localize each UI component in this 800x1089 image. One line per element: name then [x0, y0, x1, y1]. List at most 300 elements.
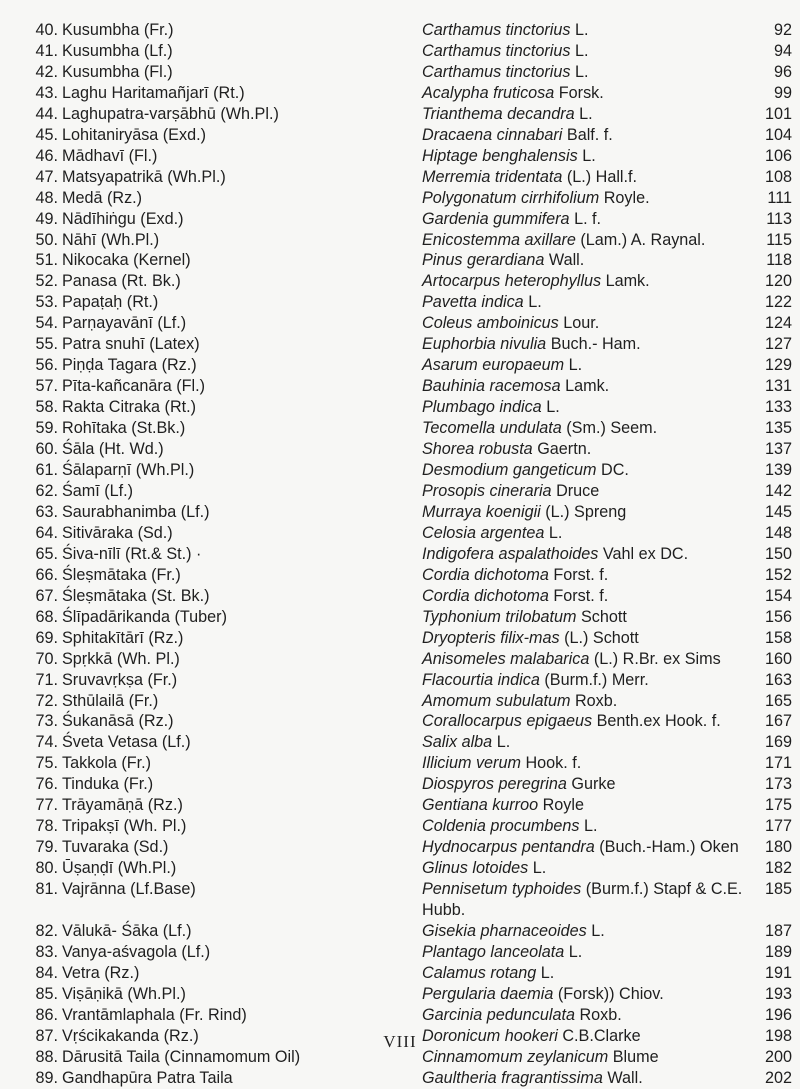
page-reference: 131: [764, 377, 792, 396]
botanical-binomial: Tecomella undulata: [422, 419, 562, 438]
sanskrit-name: Gandhapūra Patra Taila: [62, 1068, 233, 1087]
botanical-author: C.B.Clarke: [562, 1026, 641, 1045]
botanical-binomial: Typhonium trilobatum: [422, 607, 577, 626]
botanical-author: Forsk.: [558, 83, 604, 102]
list-item: [0, 502, 800, 523]
botanical-author: L.: [540, 963, 555, 982]
entry-number: 64.: [35, 523, 58, 542]
botanical-name: [422, 670, 750, 691]
sanskrit-name: Śleṣmātaka (St. Bk.): [62, 586, 210, 605]
sanskrit-name: Lohitaniryāsa (Exd.): [62, 125, 206, 144]
entry-number: 73.: [35, 712, 58, 731]
botanical-name: [422, 125, 750, 146]
entry-number: 61.: [35, 461, 58, 480]
botanical-author: Gaertn.: [537, 440, 592, 459]
list-item: [0, 858, 800, 879]
list-item: [0, 167, 800, 188]
list-item: [0, 586, 800, 607]
page-reference: 196: [764, 1005, 792, 1024]
botanical-binomial: Cinnamomum zeylanicum: [422, 1047, 609, 1066]
botanical-author: (Sm.) Seem.: [566, 419, 658, 438]
botanical-binomial: Carthamus tinctorius: [422, 62, 571, 81]
botanical-author: L.: [579, 104, 593, 123]
list-item: [0, 418, 800, 439]
botanical-binomial: Gisekia pharnaceoides: [422, 921, 587, 940]
botanical-binomial: Hiptage benghalensis: [422, 146, 578, 165]
sanskrit-name: Ślīpadārikanda (Tuber): [62, 607, 227, 626]
botanical-binomial: Asarum europaeum: [422, 356, 565, 375]
botanical-author: Wall.: [607, 1068, 643, 1087]
page-reference: 180: [764, 838, 792, 857]
sanskrit-name: Tinduka (Fr.): [62, 775, 154, 794]
botanical-binomial: Plantago lanceolata: [422, 942, 565, 961]
botanical-author: (L.) Spreng: [545, 502, 627, 521]
sanskrit-name: Sthūlailā (Fr.): [62, 691, 159, 710]
botanical-name: [422, 167, 750, 188]
botanical-author: (Buch.-Ham.) Oken: [599, 838, 739, 857]
botanical-author: L.: [548, 523, 563, 542]
botanical-name: [422, 104, 750, 125]
botanical-author: L.: [583, 817, 598, 836]
botanical-author: L.: [532, 859, 547, 878]
botanical-author: Vahl ex DC.: [602, 544, 689, 563]
list-item: [0, 963, 800, 984]
sanskrit-name: Mādhavī (Fl.): [62, 146, 158, 165]
sanskrit-name: Saurabhanimba (Lf.): [62, 502, 210, 521]
page-reference: 127: [764, 335, 792, 354]
list-item: [0, 460, 800, 481]
page-reference: 96: [773, 62, 792, 81]
entry-number: 40.: [35, 21, 58, 39]
botanical-author: L.: [568, 356, 583, 375]
botanical-name: [422, 439, 750, 460]
botanical-author: (L.) Hall.f.: [566, 167, 638, 186]
sanskrit-name: Rakta Citraka (Rt.): [62, 398, 197, 417]
entry-number: 88.: [35, 1047, 58, 1066]
botanical-author: Roxb.: [574, 691, 618, 710]
botanical-name: [422, 502, 750, 523]
botanical-name: [422, 418, 750, 439]
sanskrit-name: Spṛkkā (Wh. Pl.): [62, 649, 180, 668]
botanical-author: Royle.: [603, 188, 650, 207]
entry-number: 41.: [35, 41, 58, 60]
entry-number: 77.: [35, 796, 58, 815]
list-item: [0, 711, 800, 732]
page-reference: 106: [764, 146, 792, 165]
list-item: [0, 439, 800, 460]
botanical-name: [422, 607, 750, 628]
botanical-binomial: Cordia dichotoma: [422, 586, 549, 605]
page-reference: 94: [773, 41, 792, 60]
sanskrit-name: Śamī (Lf.): [62, 481, 134, 500]
sanskrit-name: Vanya-aśvagola (Lf.): [62, 942, 211, 961]
botanical-author: Schott: [580, 607, 627, 626]
entry-number: 44.: [35, 104, 58, 123]
list-item: [0, 649, 800, 670]
entry-number: 51.: [35, 251, 58, 270]
botanical-binomial: Amomum subulatum: [422, 691, 571, 710]
sanskrit-name: Laghupatra-varṣābhū (Wh.Pl.): [62, 104, 279, 123]
list-item: [0, 20, 800, 41]
botanical-name: [422, 292, 750, 313]
list-item: [0, 628, 800, 649]
entry-number: 43.: [35, 83, 58, 102]
botanical-name: [422, 523, 750, 544]
list-item: [0, 795, 800, 816]
list-item: [0, 271, 800, 292]
list-item: [0, 816, 800, 837]
botanical-author: L.: [591, 921, 605, 940]
list-item: [0, 355, 800, 376]
entry-number: 89.: [35, 1068, 58, 1087]
botanical-binomial: Coldenia procumbens: [422, 817, 580, 836]
page-reference: 101: [764, 104, 792, 123]
botanical-name: [422, 313, 750, 334]
entry-number: 78.: [35, 817, 58, 836]
list-item: [0, 607, 800, 628]
page-reference: 200: [764, 1047, 792, 1066]
sanskrit-name: Śālaparṇī (Wh.Pl.): [62, 461, 195, 480]
page-reference: 137: [764, 440, 792, 459]
botanical-binomial: Desmodium gangeticum: [422, 461, 597, 480]
page-reference: 111: [767, 188, 792, 207]
page-reference: 108: [764, 167, 792, 186]
page-reference: 104: [764, 125, 792, 144]
botanical-binomial: Calamus rotang: [422, 963, 537, 982]
botanical-name: [422, 1005, 750, 1026]
botanical-name: [422, 397, 750, 418]
entry-number: 85.: [35, 984, 58, 1003]
page-reference: 118: [766, 251, 792, 270]
botanical-binomial: Plumbago indica: [422, 398, 542, 417]
sanskrit-name: Matsyapatrikā (Wh.Pl.): [62, 167, 226, 186]
entry-number: 71.: [35, 670, 58, 689]
botanical-author: Lamk.: [605, 272, 650, 291]
botanical-author: (Burm.f.) Merr.: [544, 670, 649, 689]
sanskrit-name: Tuvaraka (Sd.): [62, 838, 169, 857]
botanical-binomial: Cordia dichotoma: [422, 565, 549, 584]
page-reference: 142: [764, 481, 792, 500]
sanskrit-name: Śveta Vetasa (Lf.): [62, 733, 191, 752]
botanical-name: [422, 460, 750, 481]
botanical-author: Benth.ex Hook. f.: [596, 712, 721, 731]
botanical-author: L.: [496, 733, 511, 752]
botanical-binomial: Carthamus tinctorius: [422, 41, 571, 60]
entry-number: 52.: [35, 272, 58, 291]
botanical-binomial: Pergularia daemia: [422, 984, 554, 1003]
botanical-name: [422, 188, 750, 209]
list-item: [0, 921, 800, 942]
botanical-name: [422, 921, 750, 942]
botanical-name: [422, 753, 750, 774]
page-reference: 135: [764, 419, 792, 438]
sanskrit-name: Takkola (Fr.): [62, 754, 152, 773]
list-item: [0, 62, 800, 83]
page-reference: 156: [764, 607, 792, 626]
botanical-author: (Burm.f.) Stapf & C.E. Hubb.: [422, 880, 743, 920]
botanical-author: (Forsk)) Chiov.: [557, 984, 664, 1003]
botanical-name: [422, 628, 750, 649]
botanical-binomial: Acalypha fruticosa: [422, 83, 555, 102]
list-item: [0, 732, 800, 753]
botanical-name: [422, 879, 750, 921]
list-item: [0, 188, 800, 209]
botanical-name: [422, 774, 750, 795]
botanical-name: [422, 732, 750, 753]
sanskrit-name: Pīta-kañcanāra (Fl.): [62, 377, 206, 396]
list-item: [0, 523, 800, 544]
botanical-author: L.: [546, 398, 560, 417]
sanskrit-name: Śleṣmātaka (Fr.): [62, 565, 181, 584]
botanical-binomial: Enicostemma axillare: [422, 230, 576, 249]
botanical-name: [422, 1068, 750, 1089]
page-reference: 182: [764, 859, 792, 878]
entry-number: 84.: [35, 963, 58, 982]
entry-number: 82.: [35, 921, 58, 940]
sanskrit-name: Patra snuhī (Latex): [62, 335, 200, 354]
botanical-name: [422, 230, 750, 251]
list-item: [0, 544, 800, 565]
entry-number: 68.: [35, 607, 58, 626]
entry-number: 45.: [35, 125, 58, 144]
entry-number: 76.: [35, 775, 58, 794]
sanskrit-name: Nādīhiṅgu (Exd.): [62, 209, 184, 228]
botanical-binomial: Glinus lotoides: [422, 859, 529, 878]
page-reference: 122: [764, 293, 792, 312]
page-reference: 145: [764, 502, 792, 521]
entry-number: 47.: [35, 167, 58, 186]
entry-number: 59.: [35, 419, 58, 438]
sanskrit-name: Vetra (Rz.): [62, 963, 140, 982]
botanical-name: [422, 481, 750, 502]
entry-number: 69.: [35, 628, 58, 647]
botanical-author: DC.: [601, 461, 629, 480]
entry-number: 81.: [35, 880, 58, 899]
page-reference: 191: [764, 963, 792, 982]
botanical-name: [422, 250, 750, 271]
botanical-name: [422, 334, 750, 355]
list-item: [0, 879, 800, 921]
botanical-binomial: Salix alba: [422, 733, 493, 752]
page-number: VIII: [383, 1032, 417, 1051]
botanical-name: [422, 586, 750, 607]
list-item: [0, 670, 800, 691]
botanical-name: [422, 146, 750, 167]
sanskrit-name: Laghu Haritamañjarī (Rt.): [62, 83, 245, 102]
botanical-name: [422, 544, 750, 565]
list-item: [0, 753, 800, 774]
entry-number: 50.: [35, 230, 58, 249]
botanical-binomial: Murraya koenigii: [422, 502, 541, 521]
botanical-binomial: Pinus gerardiana: [422, 251, 545, 270]
page-reference: 177: [764, 817, 792, 836]
botanical-binomial: Hydnocarpus pentandra: [422, 838, 595, 857]
botanical-binomial: Pavetta indica: [422, 293, 524, 312]
sanskrit-name: Parṇayavānī (Lf.): [62, 314, 187, 333]
page-reference: 185: [764, 880, 792, 899]
botanical-binomial: Pennisetum typhoides: [422, 880, 582, 899]
sanskrit-name: Viṣāṇikā (Wh.Pl.): [62, 984, 186, 1003]
botanical-author: Balf. f.: [566, 125, 613, 144]
sanskrit-name: Medā (Rz.): [62, 188, 143, 207]
botanical-name: [422, 209, 750, 230]
botanical-name: [422, 41, 750, 62]
page-reference: 189: [764, 942, 792, 961]
sanskrit-name: Papaṭaḥ (Rt.): [62, 293, 159, 312]
entry-number: 55.: [35, 335, 58, 354]
list-item: [0, 691, 800, 712]
page-reference: 175: [764, 796, 792, 815]
sanskrit-name: Kusumbha (Lf.): [62, 41, 173, 60]
list-item: [0, 942, 800, 963]
botanical-name: [422, 271, 750, 292]
list-item: [0, 1068, 800, 1089]
botanical-name: [422, 942, 750, 963]
botanical-binomial: Bauhinia racemosa: [422, 377, 561, 396]
botanical-binomial: Coleus amboinicus: [422, 314, 559, 333]
entry-number: 57.: [35, 377, 58, 396]
page-reference: 158: [764, 628, 792, 647]
botanical-name: [422, 711, 750, 732]
botanical-binomial: Corallocarpus epigaeus: [422, 712, 593, 731]
botanical-name: [422, 984, 750, 1005]
botanical-binomial: Illicium verum: [422, 754, 521, 773]
sanskrit-name: Śiva-nīlī (Rt.& St.) ·: [62, 544, 202, 563]
botanical-author: Gurke: [571, 775, 616, 794]
botanical-name: [422, 355, 750, 376]
entry-number: 83.: [35, 942, 58, 961]
botanical-author: Forst. f.: [553, 586, 609, 605]
entry-number: 86.: [35, 1005, 58, 1024]
botanical-binomial: Artocarpus heterophyllus: [422, 272, 602, 291]
sanskrit-name: Ūṣaṇḍī (Wh.Pl.): [62, 859, 177, 878]
page-reference: 148: [764, 523, 792, 542]
list-item: [0, 146, 800, 167]
botanical-author: L.: [582, 146, 596, 165]
sanskrit-name: Dārusitā Taila (Cinnamomum Oil): [62, 1047, 301, 1066]
sanskrit-name: Tripakṣī (Wh. Pl.): [62, 817, 187, 836]
entry-number: 53.: [35, 293, 58, 312]
page-reference: 167: [764, 712, 792, 731]
botanical-name: [422, 376, 750, 397]
entry-number: 49.: [35, 209, 58, 228]
page-reference: 165: [764, 691, 792, 710]
list-item: [0, 250, 800, 271]
page-reference: 163: [764, 670, 792, 689]
list-item: [0, 565, 800, 586]
botanical-name: [422, 83, 750, 104]
entry-number: 66.: [35, 565, 58, 584]
botanical-author: (Lam.) A. Raynal.: [580, 230, 706, 249]
entry-number: 56.: [35, 356, 58, 375]
page-reference: 129: [764, 356, 792, 375]
botanical-author: Druce: [556, 481, 600, 500]
botanical-binomial: Dryopteris filix-mas: [422, 628, 560, 647]
entry-number: 62.: [35, 481, 58, 500]
sanskrit-name: Rohītaka (St.Bk.): [62, 419, 186, 438]
botanical-binomial: Anisomeles malabarica: [422, 649, 590, 668]
botanical-author: L.: [574, 41, 589, 60]
sanskrit-name: Sitivāraka (Sd.): [62, 523, 173, 542]
botanical-author: Roxb.: [579, 1005, 622, 1024]
list-item: [0, 334, 800, 355]
botanical-name: [422, 816, 750, 837]
entry-number: 87.: [35, 1026, 58, 1045]
page-reference: 187: [764, 921, 792, 940]
sanskrit-name: Kusumbha (Fr.): [62, 21, 174, 39]
list-item: [0, 313, 800, 334]
list-item: [0, 125, 800, 146]
botanical-binomial: Shorea robusta: [422, 440, 533, 459]
botanical-author: Lour.: [563, 314, 600, 333]
entry-number: 79.: [35, 838, 58, 857]
entry-number: 60.: [35, 440, 58, 459]
botanical-name: [422, 858, 750, 879]
sanskrit-name: Nāhī (Wh.Pl.): [62, 230, 160, 249]
page-reference: 92: [773, 21, 792, 39]
list-item: [0, 230, 800, 251]
page-reference: 124: [764, 314, 792, 333]
botanical-binomial: Dracaena cinnabari: [422, 125, 563, 144]
botanical-author: L.: [528, 293, 542, 312]
sanskrit-name: Sruvavṛkṣa (Fr.): [62, 670, 178, 689]
list-item: [0, 292, 800, 313]
list-item: [0, 209, 800, 230]
botanical-author: L. f.: [574, 209, 602, 228]
botanical-author: Lamk.: [565, 377, 610, 396]
entry-number: 70.: [35, 649, 58, 668]
list-item: [0, 104, 800, 125]
page-reference: 139: [764, 461, 792, 480]
page-reference: 154: [764, 586, 792, 605]
entry-number: 58.: [35, 398, 58, 417]
entry-number: 80.: [35, 859, 58, 878]
entry-number: 65.: [35, 544, 58, 563]
sanskrit-name: Sphitakītārī (Rz.): [62, 628, 184, 647]
page-reference: 152: [764, 565, 792, 584]
botanical-author: L.: [574, 21, 589, 39]
entry-number: 48.: [35, 188, 58, 207]
botanical-binomial: Doronicum hookeri: [422, 1026, 558, 1045]
sanskrit-name: Vālukā- Śāka (Lf.): [62, 921, 192, 940]
botanical-binomial: Prosopis cineraria: [422, 481, 552, 500]
botanical-binomial: Polygonatum cirrhifolium: [422, 188, 600, 207]
botanical-author: (L.) R.Br. ex Sims: [593, 649, 721, 668]
contents-list: [0, 20, 800, 1089]
entry-number: 46.: [35, 146, 58, 165]
sanskrit-name: Trāyamāṇā (Rz.): [62, 796, 183, 815]
entry-number: 74.: [35, 733, 58, 752]
botanical-binomial: Merremia tridentata: [422, 167, 563, 186]
page-reference: 115: [766, 230, 792, 249]
botanical-name: [422, 837, 750, 858]
botanical-author: Royle: [542, 796, 584, 815]
botanical-binomial: Celosia argentea: [422, 523, 545, 542]
page-reference: 193: [764, 984, 792, 1003]
list-item: [0, 376, 800, 397]
botanical-binomial: Garcinia pedunculata: [422, 1005, 575, 1024]
page-reference: 120: [764, 272, 792, 291]
botanical-author: L.: [574, 62, 589, 81]
list-item: [0, 397, 800, 418]
botanical-name: [422, 963, 750, 984]
botanical-name: [422, 565, 750, 586]
botanical-binomial: Gardenia gummifera: [422, 209, 570, 228]
botanical-binomial: Gentiana kurroo: [422, 796, 539, 815]
page-reference: 173: [764, 775, 792, 794]
entry-number: 42.: [35, 62, 58, 81]
botanical-name: [422, 795, 750, 816]
